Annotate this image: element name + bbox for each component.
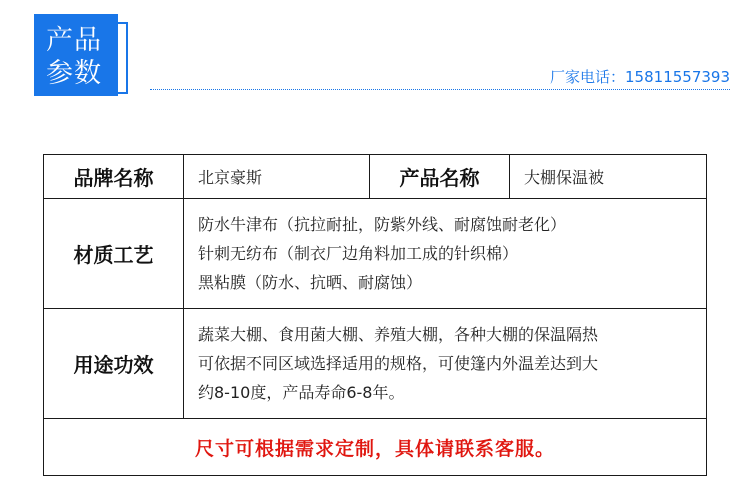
section-badge <box>34 14 118 96</box>
usage-line: 约8-10度，产品寿命6-8年。 <box>198 383 405 402</box>
material-details <box>184 199 707 309</box>
usage-details <box>184 309 707 419</box>
table-row <box>44 309 707 419</box>
material-line: 黑粘膜（防水、抗晒、耐腐蚀） <box>198 273 423 292</box>
brand-value: 北京豪斯 <box>184 155 370 199</box>
material-label: 材质工艺 <box>44 199 184 309</box>
product-value: 大棚保温被 <box>510 155 707 199</box>
header-divider <box>150 89 730 90</box>
badge-line-1: 产品 <box>46 25 102 56</box>
material-line: 针刺无纺布（制衣厂边角料加工成的针织棉） <box>198 244 519 263</box>
usage-line: 蔬菜大棚、食用菌大棚、养殖大棚，各种大棚的保温隔热 <box>198 325 599 344</box>
table-row <box>44 155 707 199</box>
factory-phone: 厂家电话：15811557393 <box>550 68 730 86</box>
table-row <box>44 419 707 476</box>
product-label: 产品名称 <box>370 155 510 199</box>
usage-label: 用途功效 <box>44 309 184 419</box>
product-spec-table <box>43 154 707 476</box>
customization-notice: 尺寸可根据需求定制，具体请联系客服。 <box>44 419 707 476</box>
badge-line-2: 参数 <box>46 58 102 89</box>
brand-label: 品牌名称 <box>44 155 184 199</box>
usage-line: 可依据不同区域选择适用的规格，可使篷内外温差达到大 <box>198 354 599 373</box>
table-row <box>44 199 707 309</box>
material-line: 防水牛津布（抗拉耐扯，防紫外线、耐腐蚀耐老化） <box>198 215 567 234</box>
